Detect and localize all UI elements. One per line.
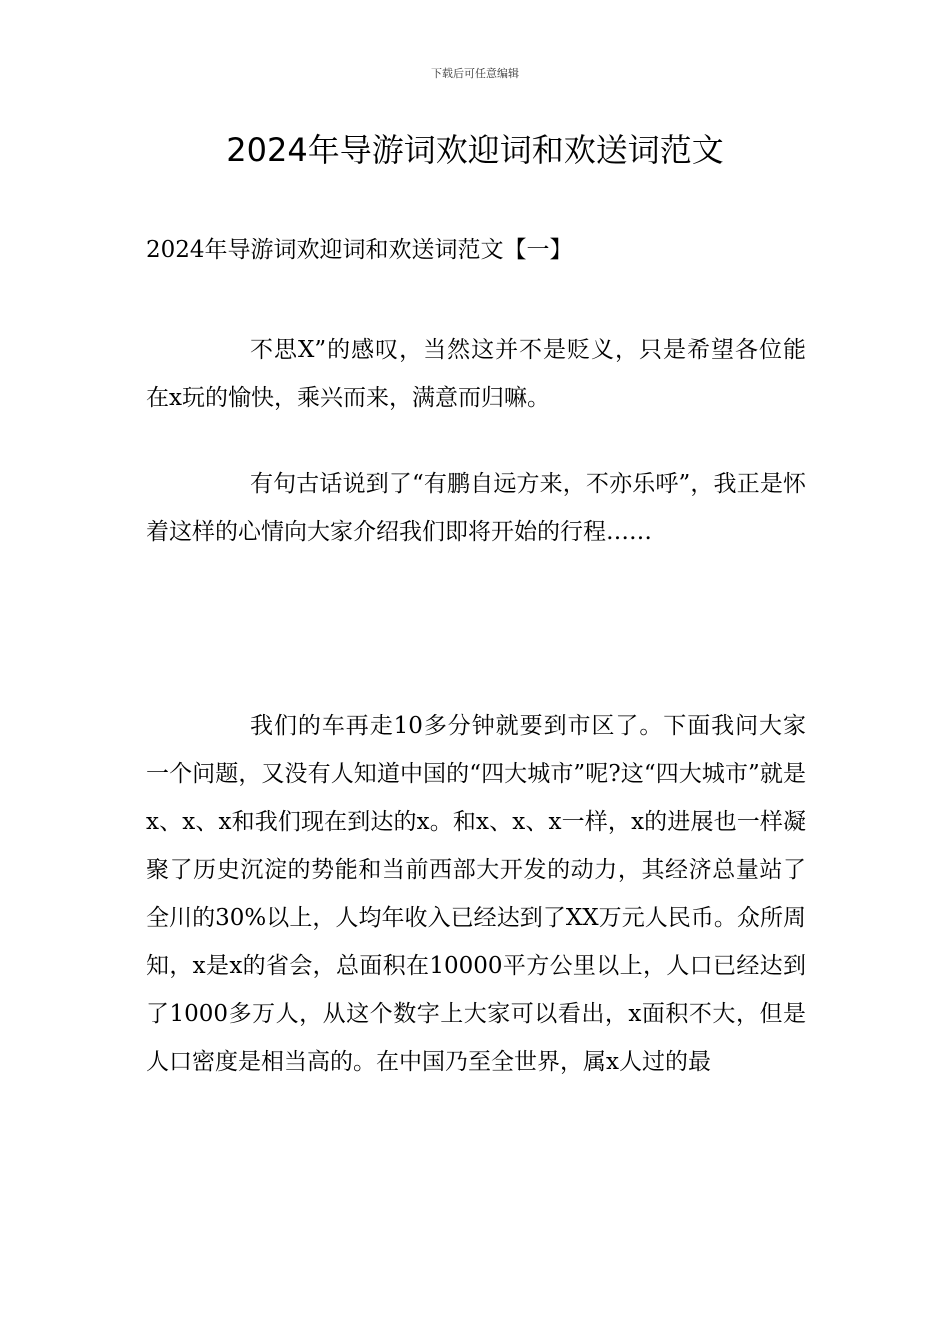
section-subheading: 2024年导游词欢迎词和欢送词范文【一】 — [146, 237, 573, 263]
document-title: 2024年导游词欢迎词和欢送词范文 — [226, 131, 724, 169]
paragraph-2: 有句古话说到了“有鹏自远方来，不亦乐呼”，我正是怀着这样的心情向大家介绍我们即将开始的行程…… — [146, 471, 806, 545]
paragraph-3: 我们的车再走10多分钟就要到市区了。下面我问大家一个问题，又没有人知道中国的“四大城市”呢?这“四大城市”就是x、x、x和我们现在到达的x。和x、x、x一样，x的进展也一样凝聚了历史沉淀的势能和当前西部大开发的动力，其经济总量站了全川的30%以上，人均年收入已经达到了XX万元人民币。众所周知，x是x的省会，总面积在10000平方公里以上，人口已经达到了1000多万人，从这个数字上大家可以看出，x面积不大，但是人口密度是相当高的。在中国乃至全世界，属x人过的最 — [146, 713, 806, 1075]
page-header-note: 下载后可任意编辑 — [431, 67, 519, 80]
paragraph-1: 不思X”的感叹，当然这并不是贬义，只是希望各位能在x玩的愉快，乘兴而来，满意而归嘛。 — [146, 337, 806, 411]
document-body — [146, 226, 806, 1086]
